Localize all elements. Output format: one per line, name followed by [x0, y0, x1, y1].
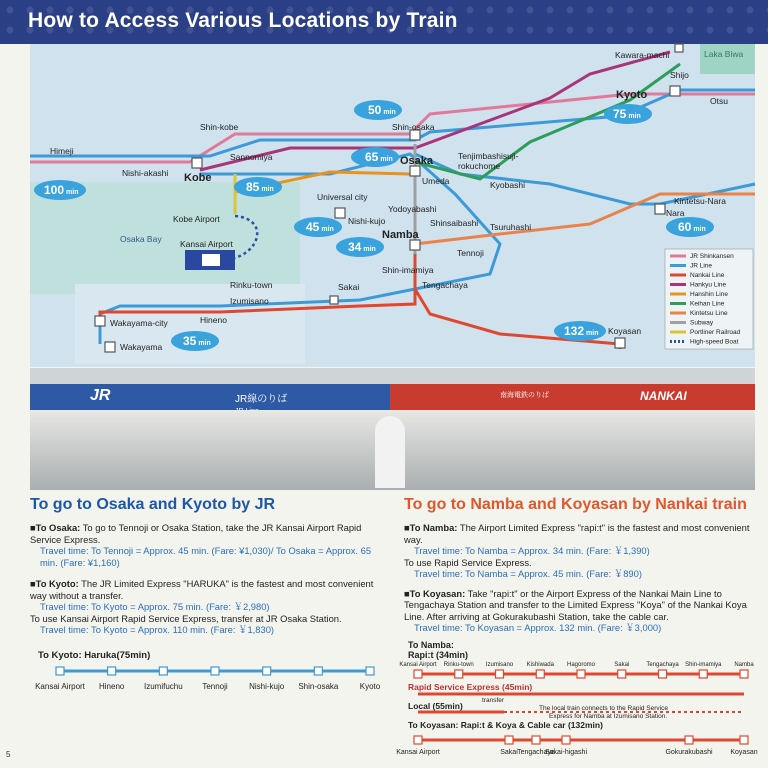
station-photo	[30, 368, 755, 490]
label-nara: Nara	[666, 208, 685, 218]
nankai-logo: NANKAI	[640, 389, 687, 403]
namba-route-station-marker	[659, 670, 667, 678]
label-izumisano: Izumisano	[230, 296, 269, 306]
jr-sign-text: JR線のりば	[235, 394, 288, 405]
legend-label: Kintetsu Line	[690, 310, 728, 317]
nankai-koyasan-label: ■To Koyasan:	[404, 587, 466, 599]
koyasan-route-station-marker	[414, 736, 422, 744]
label-kobe: Kobe	[184, 172, 212, 184]
jr-route-station-label: Shin-osaka	[298, 681, 339, 691]
jr-route-station-marker	[366, 667, 374, 675]
kobe-station-marker	[192, 158, 202, 168]
label-tenjimbashi: Tenjimbashisuji-	[458, 151, 519, 161]
label-sannomiya: Sannomiya	[230, 152, 273, 162]
namba-route-station-marker	[414, 670, 422, 678]
jr-osaka-paragraph	[30, 522, 382, 545]
bubble-koyasan-text: 132 min	[564, 324, 599, 338]
namba-route-station-label: Sakai	[614, 661, 630, 668]
sakai-station-marker	[330, 296, 338, 304]
jr-osaka-label: ■To Osaka:	[30, 522, 81, 533]
nankai-namba-label: ■To Namba:	[404, 522, 458, 533]
wakayama-station-marker	[105, 342, 115, 352]
koyasan-station-marker	[615, 338, 625, 348]
nankai-platform-sign: 南海電鉄のりば	[500, 392, 549, 399]
label-koyasan: Koyasan	[608, 326, 642, 336]
local-note-2: Express for Namba at Izumisano Station.	[549, 712, 668, 720]
label-kyobashi: Kyobashi	[490, 180, 525, 190]
label-wakayama-city: Wakayama-city	[110, 318, 168, 328]
map-legend	[665, 249, 753, 349]
namba-route-station-label: Hagoromo	[566, 661, 596, 668]
label-rinku-town: Rinku-town	[230, 280, 273, 290]
koyasan-route-station-label: Sakai-higashi	[544, 748, 588, 756]
label-universal-city: Universal city	[317, 192, 368, 202]
jr-kyoto-route-title: To Kyoto: Haruka(75min)	[38, 649, 151, 661]
osaka-station-marker	[410, 166, 420, 176]
legend-label: Subway	[690, 319, 714, 327]
namba-route-station-label: Namba	[734, 661, 754, 668]
label-osaka-bay: Osaka Bay	[120, 234, 162, 244]
jr-route-station-label: Kansai Airport	[35, 681, 85, 691]
label-nishi-kujo: Nishi-kujo	[348, 216, 386, 226]
namba-route-station-label: Kishiwada	[526, 661, 554, 668]
nankai-namba-time-2: Travel time: To Namba = Approx. 45 min. (Fare: ￥890)	[414, 568, 642, 579]
transfer-label: transfer	[482, 696, 505, 704]
label-otsu: Otsu	[710, 96, 728, 106]
page-title: How to Access Various Locations by Train	[28, 9, 458, 32]
label-rokuchome: rokuchome	[458, 161, 501, 171]
namba-route-station-label: Rinku-town	[443, 661, 474, 668]
jr-route-station-marker	[314, 667, 322, 675]
koyasan-route-station-marker	[685, 736, 693, 744]
bubble-shin-osaka-text: 50 min	[368, 103, 396, 117]
kawara-machi-station-marker	[675, 44, 683, 52]
nankai-namba-time-1: Travel time: To Namba = Approx. 34 min. (Fare: ￥1,390)	[414, 545, 650, 556]
namba-route-station-label: Shin-imamiya	[685, 661, 722, 668]
legend-label: JR Shinkansen	[690, 253, 734, 260]
jr-kyoto-time-2: Travel time: To Kyoto = Approx. 110 min. (Fare: ￥1,830)	[40, 624, 275, 635]
nankai-koyasan-paragraph	[404, 588, 756, 623]
bubble-nara-text: 60 min	[678, 220, 706, 234]
bubble-kyoto-text: 75 min	[613, 107, 641, 121]
namba-route-station-label: Izumisano	[485, 661, 514, 668]
bubble-himeji-text: 100 min	[44, 183, 79, 197]
nankai-banner	[390, 384, 755, 410]
to-koyasan-label: To Koyasan: Rapi:t & Koya & Cable car (132min)	[408, 719, 603, 730]
legend-label: Hanshin Line	[690, 291, 728, 298]
jr-route-station-label: Tennoji	[202, 681, 228, 691]
label-shijo: Shijo	[670, 70, 689, 80]
label-tengachaya: Tengachaya	[422, 280, 468, 290]
local-label: Local (55min)	[408, 700, 463, 711]
koyasan-route-station-marker	[532, 736, 540, 744]
label-kyoto: Kyoto	[616, 89, 648, 101]
label-shin-imamiya: Shin-imamiya	[382, 265, 434, 275]
nankai-namba-text: The Airport Limited Express "rapi:t" is the fastest and most convenient way.	[404, 522, 750, 545]
nankai-koyasan-text: Take "rapi:t" or the Airport Express of the Nankai Main Line to Tengachaya Station and transfer to the Limited Express "Koya" of the Nankai Koya Line. After arriving at Gokurakubashi Station, take the cable car.	[404, 587, 747, 622]
namba-route-station-marker	[496, 670, 504, 678]
jr-banner	[30, 384, 390, 410]
legend-label: High-speed Boat	[690, 338, 739, 346]
jr-osaka-time: Travel time: To Tennoji = Approx. 45 min. (Fare: ¥1,030)/ To Osaka = Approx. 65 min. (Fare: ¥1,160)	[40, 545, 372, 568]
koyasan-route-station-label: Gokurakubashi	[665, 748, 713, 756]
legend-label: Nankai Line	[690, 272, 725, 279]
label-kawara-machi: Kawara-machi	[615, 50, 670, 60]
label-kansai-airport: Kansai Airport	[180, 239, 233, 249]
koyasan-route-station-label: Tengachaya	[517, 748, 555, 756]
legend-label: Portliner Railroad	[690, 329, 741, 336]
jr-route-station-marker	[263, 667, 271, 675]
label-himeji: Himeji	[50, 146, 74, 156]
legend-label: Keihan Line	[690, 300, 725, 308]
jr-route-station-label: Hineno	[98, 681, 125, 691]
jr-kyoto-text: The JR Limited Express "HARUKA" is the fastest and most convenient way without a transfer.	[30, 578, 374, 601]
jr-route-station-label: Nishi-kujo	[249, 681, 285, 691]
page-header	[0, 0, 768, 44]
kansai-airport-terminal	[202, 254, 220, 266]
label-tsuruhashi: Tsuruhashi	[490, 222, 532, 232]
jr-route-station-marker	[108, 667, 116, 675]
nankai-section	[396, 496, 758, 763]
station-pillar	[375, 416, 405, 488]
koyasan-route-station-label: Koyasan	[730, 748, 758, 756]
jr-kyoto-route-diagram	[30, 661, 382, 695]
bubble-wakayama-text: 35 min	[183, 334, 211, 348]
label-lake-biwa: Laka Biwa	[704, 49, 744, 59]
universal-city-station-marker	[335, 208, 345, 218]
namba-station-marker	[410, 240, 420, 250]
namba-route-station-label: Tengachaya	[646, 661, 679, 668]
bubble-namba-text: 34 min	[348, 240, 376, 254]
namba-stations	[399, 662, 754, 678]
koyasan-route-station-label: Sakai	[500, 748, 518, 756]
namba-route-station-marker	[699, 670, 707, 678]
label-tennoji: Tennoji	[457, 248, 484, 258]
jr-route-station-marker	[159, 667, 167, 675]
namba-route-station-marker	[536, 670, 544, 678]
rapit-label: Rapi:t (34min)	[408, 649, 469, 660]
namba-route-station-marker	[455, 670, 463, 678]
jr-route-station-marker	[211, 667, 219, 675]
koyasan-route-station-marker	[505, 736, 513, 744]
koyasan-route-station-marker	[740, 736, 748, 744]
jr-kyoto-transfer-text: To use Kansai Airport Rapid Service Express, transfer at JR Osaka Station.	[30, 612, 342, 624]
legend-label: Hankyu Line	[690, 281, 727, 289]
label-yodoyabashi: Yodoyabashi	[388, 204, 437, 214]
label-kobe-airport: Kobe Airport	[173, 214, 220, 224]
namba-route-station-marker	[577, 670, 585, 678]
nankai-route-labels	[408, 640, 668, 730]
koyasan-route-station-marker	[562, 736, 570, 744]
nankai-koyasan-time: Travel time: To Koyasan = Approx. 132 min. (Fare: ￥3,000)	[414, 622, 662, 633]
nankai-section-title: To go to Namba and Koyasan by Nankai train	[404, 496, 747, 513]
namba-route-station-marker	[618, 670, 626, 678]
label-nishi-akashi: Nishi-akashi	[122, 168, 169, 178]
jr-kyoto-label: ■To Kyoto:	[30, 578, 79, 589]
route-map-svg	[30, 44, 755, 367]
jr-kyoto-paragraph	[30, 578, 382, 601]
local-note-1: The local train connects to the Rapid Service	[539, 704, 668, 712]
jr-section-title: To go to Osaka and Kyoto by JR	[30, 496, 276, 513]
koyasan-route-station-label: Kansai Airport	[396, 748, 440, 756]
label-shin-kobe: Shin-kobe	[200, 122, 239, 132]
label-wakayama: Wakayama	[120, 342, 163, 352]
rapid-service-label: Rapid Service Express (45min)	[408, 681, 533, 692]
label-kintetsu-nara: Kintetsu-Nara	[674, 196, 726, 206]
jr-section	[30, 496, 382, 700]
namba-route-station-marker	[740, 670, 748, 678]
bubble-kobe-text: 85 min	[246, 180, 274, 194]
jr-route-station-label: Izumifuchu	[143, 681, 183, 691]
bubble-osaka-text: 65 min	[365, 150, 393, 164]
to-namba-label: To Namba:	[408, 639, 454, 650]
nankai-route-diagram	[396, 638, 758, 758]
jr-logo: JR	[90, 387, 111, 404]
bubble-universal-text: 45 min	[306, 220, 334, 234]
kyoto-station-marker	[670, 86, 680, 96]
jr-osaka-text: To go to Tennoji or Osaka Station, take the JR Kansai Airport Rapid Service Express.	[30, 522, 362, 545]
label-namba: Namba	[382, 229, 419, 241]
label-hineno: Hineno	[200, 315, 227, 325]
label-umeda: Umeda	[422, 176, 450, 186]
label-osaka: Osaka	[400, 155, 434, 167]
wakayama-city-station-marker	[95, 316, 105, 326]
nara-station-marker	[655, 204, 665, 214]
label-shin-osaka: Shin-osaka	[392, 122, 435, 132]
page-number: 5	[6, 750, 11, 759]
jr-route-station-label: Kyoto	[359, 681, 381, 691]
nankai-namba-paragraph	[404, 522, 756, 545]
nankai-rapid-text: To use Rapid Service Express.	[404, 556, 532, 568]
legend-label: JR Line	[690, 262, 713, 270]
jr-kyoto-time-1: Travel time: To Kyoto = Approx. 75 min. (Fare: ￥2,980)	[40, 601, 270, 612]
train-route-map	[30, 44, 755, 367]
label-sakai: Sakai	[338, 282, 360, 292]
namba-route-station-label: Kansai Airport	[399, 661, 437, 668]
jr-route-station-marker	[56, 667, 64, 675]
label-shinsaibashi: Shinsaibashi	[430, 218, 479, 228]
